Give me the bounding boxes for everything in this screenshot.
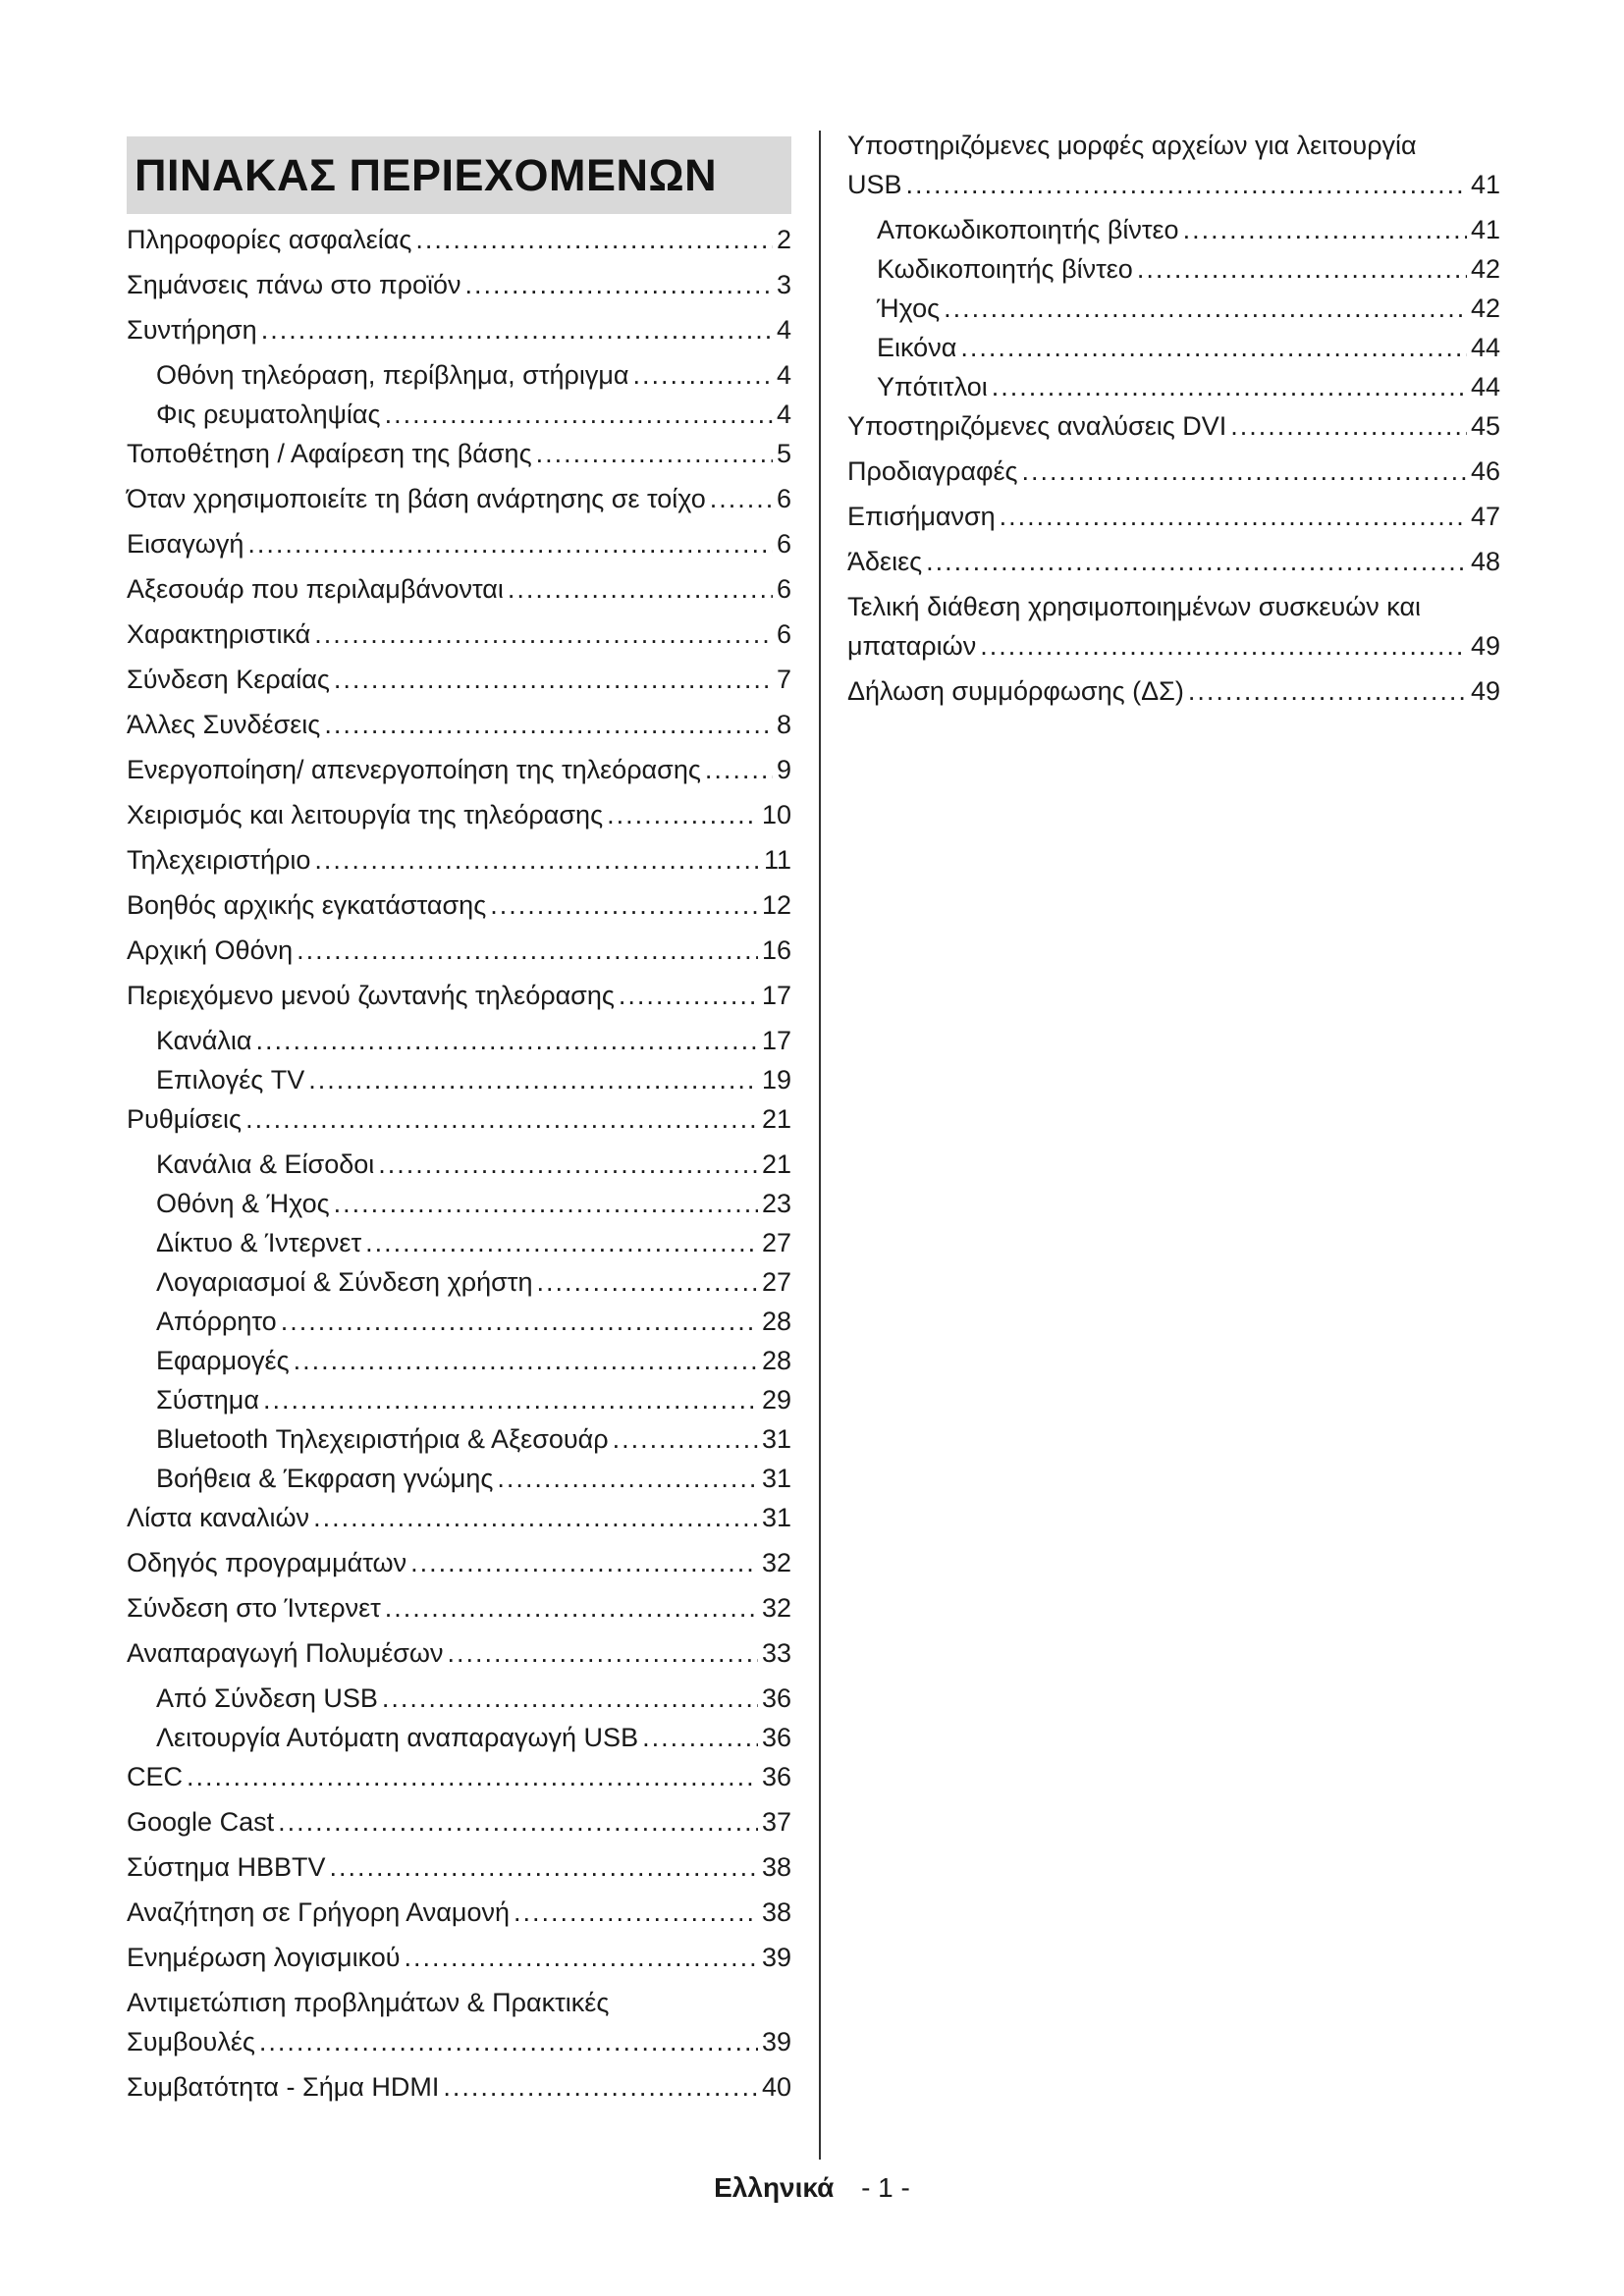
toc-entry-label: Συμβατότητα - Σήμα HDMI — [127, 2072, 440, 2102]
toc-entry-page: 17 — [761, 981, 791, 1010]
toc-entry-page: 41 — [1470, 215, 1500, 244]
dot-leader — [334, 660, 773, 699]
dot-leader — [281, 1302, 758, 1341]
toc-entry-page: 31 — [761, 1503, 791, 1532]
toc-entry-label-continued: USB — [847, 170, 902, 199]
dot-leader — [330, 1847, 758, 1887]
toc-entry[interactable] — [127, 1543, 791, 1588]
toc-entry-page: 8 — [776, 710, 791, 739]
dot-leader — [278, 1802, 758, 1842]
dot-leader — [1000, 497, 1467, 536]
toc-entry-label: Συντήρηση — [127, 315, 257, 345]
dot-leader — [245, 1099, 758, 1139]
toc-entry[interactable] — [127, 1983, 791, 2067]
dot-leader — [294, 1341, 758, 1380]
footer-page-number: - 1 - — [861, 2172, 910, 2203]
toc-entry-page: 46 — [1470, 456, 1500, 486]
toc-entry-label: Αναπαραγωγή Πολυμέσων — [127, 1638, 444, 1668]
toc-entry-page: 27 — [761, 1228, 791, 1257]
toc-entry[interactable] — [127, 220, 791, 265]
toc-entry-label: Απόρρητο — [156, 1307, 277, 1336]
toc-entry-page: 23 — [761, 1189, 791, 1218]
toc-entry[interactable] — [127, 1847, 791, 1893]
dot-leader — [1188, 671, 1467, 711]
toc-entry-page: 11 — [763, 845, 791, 875]
toc-entry[interactable] — [127, 1679, 791, 1718]
toc-entry-page: 37 — [761, 1807, 791, 1837]
toc-entry-page: 4 — [776, 315, 791, 345]
toc-entry-label-continued: μπαταριών — [847, 631, 977, 661]
toc-entry-page: 27 — [761, 1267, 791, 1297]
dot-leader — [1022, 452, 1467, 491]
toc-entry-label: Αντιμετώπιση προβλημάτων & Πρακτικές — [127, 1988, 610, 2017]
toc-entry[interactable] — [127, 1060, 791, 1099]
toc-entry-page: 6 — [776, 529, 791, 559]
toc-entry-page: 3 — [776, 270, 791, 299]
dot-leader — [1230, 406, 1467, 446]
toc-entry-page: 4 — [776, 360, 791, 390]
toc-entry[interactable] — [127, 614, 791, 660]
toc-entry-label: Βοήθεια & Έκφραση γνώμης — [156, 1464, 494, 1493]
toc-entry[interactable] — [127, 1302, 791, 1341]
dot-leader — [1183, 210, 1467, 249]
toc-entry[interactable] — [127, 1938, 791, 1983]
toc-entry-page: 5 — [776, 439, 791, 468]
dot-leader — [508, 569, 773, 609]
toc-entry[interactable] — [127, 1718, 791, 1757]
toc-entry-label: Δήλωση συμμόρφωσης (ΔΣ) — [847, 676, 1184, 706]
toc-entry-page: 36 — [761, 1723, 791, 1752]
toc-entry[interactable] — [847, 497, 1500, 542]
toc-entry-page: 12 — [761, 890, 791, 920]
toc-entry-page: 21 — [761, 1149, 791, 1179]
toc-entry[interactable] — [127, 434, 791, 479]
dot-leader — [980, 626, 1467, 666]
toc-entry-label: Οθόνη τηλεόραση, περίβλημα, στήριγμα — [156, 360, 629, 390]
dot-leader — [465, 265, 773, 304]
dot-leader — [613, 1419, 758, 1459]
toc-title: ΠΙΝΑΚΑΣ ΠΕΡΙΕΧΟΜΕΝΩΝ — [135, 149, 718, 200]
dot-leader — [642, 1718, 758, 1757]
toc-entry-label: Τηλεχειριστήριο — [127, 845, 311, 875]
dot-leader — [415, 220, 773, 259]
toc-entry[interactable] — [127, 1498, 791, 1543]
toc-entry-page: 39 — [761, 1943, 791, 1972]
dot-leader — [607, 795, 758, 834]
dot-leader — [992, 367, 1467, 406]
toc-entry[interactable] — [127, 2067, 791, 2112]
toc-entry-label: Αρχική Οθόνη — [127, 935, 294, 965]
toc-entry[interactable] — [127, 1262, 791, 1302]
toc-entry[interactable] — [847, 587, 1500, 671]
dot-leader — [710, 479, 773, 518]
toc-entry-page: 49 — [1470, 631, 1500, 661]
toc-entry[interactable] — [127, 310, 791, 355]
dot-leader — [314, 840, 760, 880]
toc-entry[interactable] — [127, 750, 791, 795]
toc-entry[interactable] — [847, 671, 1500, 717]
toc-entry[interactable] — [127, 479, 791, 524]
toc-entry-label: Σύνδεση Κεραίας — [127, 665, 330, 694]
toc-entry-label: Κωδικοποιητής βίντεο — [877, 254, 1133, 284]
dot-leader — [497, 1459, 758, 1498]
toc-entry-page: 41 — [1470, 170, 1500, 199]
toc-entry-page: 10 — [761, 800, 791, 829]
dot-leader — [378, 1145, 758, 1184]
toc-entry-label: Σύστημα HBBTV — [127, 1852, 326, 1882]
toc-entry-page: 9 — [776, 755, 791, 784]
toc-entry[interactable] — [127, 660, 791, 705]
toc-entry-page: 47 — [1470, 502, 1500, 531]
toc-entry-label: Από Σύνδεση USB — [156, 1683, 378, 1713]
toc-entry[interactable] — [127, 1893, 791, 1938]
toc-entry[interactable] — [127, 1099, 791, 1145]
toc-entry-page: 6 — [776, 574, 791, 604]
toc-entry-label: Επισήμανση — [847, 502, 996, 531]
toc-entry-label: Εφαρμογές — [156, 1346, 290, 1375]
toc-entry-page: 44 — [1470, 372, 1500, 401]
dot-leader — [313, 1498, 758, 1537]
toc-entry-label-continued: Συμβουλές — [127, 2027, 255, 2056]
dot-leader — [410, 1543, 758, 1582]
toc-entry-label: Ήχος — [877, 294, 941, 323]
toc-entry-label: Προδιαγραφές — [847, 456, 1018, 486]
dot-leader — [1137, 249, 1467, 289]
toc-entry[interactable] — [127, 1223, 791, 1262]
toc-entry[interactable] — [847, 289, 1500, 328]
dot-leader — [960, 328, 1467, 367]
toc-entry-page: 32 — [761, 1593, 791, 1623]
dot-leader — [536, 434, 773, 473]
toc-entry-label: Άδειες — [847, 547, 923, 576]
toc-entry[interactable] — [127, 885, 791, 931]
toc-entry-label: Εισαγωγή — [127, 529, 244, 559]
toc-entry-label: Βοηθός αρχικής εγκατάστασης — [127, 890, 487, 920]
toc-entry-label: Λίστα καναλιών — [127, 1503, 310, 1532]
toc-left-list — [127, 220, 791, 2112]
toc-entry[interactable] — [847, 210, 1500, 249]
toc-entry-label: Κανάλια & Είσοδοι — [156, 1149, 375, 1179]
toc-entry-page: 6 — [776, 619, 791, 649]
dot-leader — [334, 1184, 758, 1223]
toc-entry-label: Google Cast — [127, 1807, 275, 1837]
toc-entry-page: 17 — [761, 1026, 791, 1055]
toc-entry-label: Υπότιτλοι — [877, 372, 988, 401]
dot-leader — [633, 355, 773, 395]
toc-entry-label: Υποστηριζόμενες αναλύσεις DVI — [847, 411, 1227, 441]
toc-entry[interactable] — [127, 1341, 791, 1380]
toc-entry-page: 31 — [761, 1464, 791, 1493]
dot-leader — [314, 614, 773, 654]
dot-leader — [187, 1757, 758, 1796]
toc-entry[interactable] — [127, 795, 791, 840]
toc-entry-label: Χαρακτηριστικά — [127, 619, 311, 649]
toc-entry-label: Επιλογές TV — [156, 1065, 305, 1095]
toc-entry[interactable] — [847, 328, 1500, 367]
toc-entry-label: Αποκωδικοποιητής βίντεο — [877, 215, 1179, 244]
toc-entry-label: Ενεργοποίηση/ απενεργοποίηση της τηλεόρασης — [127, 755, 701, 784]
toc-entry-page: 7 — [776, 665, 791, 694]
toc-entry-page: 32 — [761, 1548, 791, 1577]
toc-entry[interactable] — [127, 524, 791, 569]
toc-entry-page: 49 — [1470, 676, 1500, 706]
toc-entry-page: 36 — [761, 1683, 791, 1713]
toc-entry-page: 48 — [1470, 547, 1500, 576]
dot-leader — [263, 1380, 758, 1419]
toc-entry[interactable] — [127, 840, 791, 885]
toc-left-column — [127, 128, 791, 2112]
toc-entry[interactable] — [127, 1588, 791, 1633]
toc-entry-page: 28 — [761, 1346, 791, 1375]
toc-entry-page: 16 — [761, 935, 791, 965]
toc-entry-page: 38 — [761, 1852, 791, 1882]
toc-entry-page: 42 — [1470, 294, 1500, 323]
toc-entry-label: Οθόνη & Ήχος — [156, 1189, 330, 1218]
toc-entry-page: 4 — [776, 400, 791, 429]
dot-leader — [443, 2067, 758, 2107]
toc-entry-label: Όταν χρησιμοποιείτε τη βάση ανάρτησης σε τοίχο — [127, 484, 706, 513]
dot-leader — [308, 1060, 758, 1099]
toc-entry-label: Φις ρευματοληψίας — [156, 400, 381, 429]
toc-entry-label: Δίκτυο & Ίντερνετ — [156, 1228, 362, 1257]
toc-entry-page: 38 — [761, 1897, 791, 1927]
toc-entry-label: Πληροφορίες ασφαλείας — [127, 225, 412, 254]
toc-entry-page: 31 — [761, 1424, 791, 1454]
toc-entry-label: Λογαριασμοί & Σύνδεση χρήστη — [156, 1267, 533, 1297]
toc-entry[interactable] — [127, 1459, 791, 1498]
toc-entry-label: Λειτουργία Αυτόματη αναπαραγωγή USB — [156, 1723, 639, 1752]
toc-entry[interactable] — [847, 367, 1500, 406]
toc-entry-label: Σύνδεση στο Ίντερνετ — [127, 1593, 381, 1623]
toc-entry[interactable] — [127, 1419, 791, 1459]
dot-leader — [385, 1588, 758, 1628]
toc-right-column — [847, 126, 1500, 717]
toc-entry-label: Κανάλια — [156, 1026, 252, 1055]
toc-entry-label: Αξεσουάρ που περιλαμβάνονται — [127, 574, 504, 604]
dot-leader — [259, 2022, 758, 2061]
dot-leader — [297, 931, 758, 970]
toc-entry-label: Αναζήτηση σε Γρήγορη Αναμονή — [127, 1897, 510, 1927]
dot-leader — [490, 885, 758, 925]
toc-entry-label: Υποστηριζόμενες μορφές αρχείων για λειτουργία — [847, 131, 1417, 160]
dot-leader — [382, 1679, 758, 1718]
toc-entry-label: Οδηγός προγραμμάτων — [127, 1548, 407, 1577]
toc-entry[interactable] — [847, 452, 1500, 497]
toc-entry[interactable] — [127, 265, 791, 310]
footer-language: Ελληνικά — [714, 2172, 835, 2203]
dot-leader — [385, 395, 773, 434]
toc-entry-page: 39 — [761, 2027, 791, 2056]
toc-entry[interactable] — [847, 542, 1500, 587]
toc-entry[interactable] — [127, 1145, 791, 1184]
dot-leader — [261, 310, 773, 349]
dot-leader — [448, 1633, 758, 1673]
dot-leader — [324, 705, 773, 744]
toc-entry-page: 6 — [776, 484, 791, 513]
toc-entry-page: 21 — [761, 1104, 791, 1134]
toc-entry-label: Σημάνσεις πάνω στο προϊόν — [127, 270, 461, 299]
toc-entry[interactable] — [127, 1184, 791, 1223]
dot-leader — [705, 750, 773, 789]
toc-entry[interactable] — [127, 1380, 791, 1419]
dot-leader — [514, 1893, 758, 1932]
toc-entry-page: 28 — [761, 1307, 791, 1336]
dot-leader — [926, 542, 1467, 581]
toc-entry-label: Τοποθέτηση / Αφαίρεση της βάσης — [127, 439, 532, 468]
toc-entry-page: 40 — [761, 2072, 791, 2102]
dot-leader — [906, 165, 1467, 204]
column-divider — [819, 131, 821, 2160]
toc-entry[interactable] — [127, 395, 791, 434]
toc-title-bar — [127, 136, 791, 214]
toc-entry-page: 33 — [761, 1638, 791, 1668]
toc-entry-page: 45 — [1470, 411, 1500, 441]
toc-entry-label: Άλλες Συνδέσεις — [127, 710, 321, 739]
toc-entry-label: Τελική διάθεση χρησιμοποιημένων συσκευών και — [847, 592, 1422, 621]
toc-entry[interactable] — [847, 249, 1500, 289]
toc-right-list — [847, 126, 1500, 717]
toc-entry[interactable] — [127, 1802, 791, 1847]
toc-entry-page: 36 — [761, 1762, 791, 1791]
dot-leader — [256, 1021, 758, 1060]
toc-entry-label: Ενημέρωση λογισμικού — [127, 1943, 401, 1972]
toc-entry[interactable] — [127, 976, 791, 1021]
toc-entry[interactable] — [127, 1757, 791, 1802]
dot-leader — [247, 524, 773, 563]
toc-entry-page: 29 — [761, 1385, 791, 1415]
toc-entry[interactable] — [127, 355, 791, 395]
toc-entry[interactable] — [847, 126, 1500, 210]
toc-entry-label: Χειρισμός και λειτουργία της τηλεόρασης — [127, 800, 604, 829]
toc-entry[interactable] — [847, 406, 1500, 452]
toc-entry[interactable] — [127, 931, 791, 976]
toc-entry[interactable] — [127, 705, 791, 750]
dot-leader — [619, 976, 758, 1015]
dot-leader — [365, 1223, 758, 1262]
toc-entry-label: Σύστημα — [156, 1385, 259, 1415]
toc-entry-label: Bluetooth Τηλεχειριστήρια & Αξεσουάρ — [156, 1424, 609, 1454]
toc-entry[interactable] — [127, 1021, 791, 1060]
dot-leader — [536, 1262, 757, 1302]
toc-entry-label: Περιεχόμενο μενού ζωντανής τηλεόρασης — [127, 981, 615, 1010]
toc-entry-page: 44 — [1470, 333, 1500, 362]
toc-entry[interactable] — [127, 569, 791, 614]
dot-leader — [944, 289, 1467, 328]
toc-entry-label: CEC — [127, 1762, 184, 1791]
toc-entry[interactable] — [127, 1633, 791, 1679]
toc-entry-page: 19 — [761, 1065, 791, 1095]
toc-entry-label: Εικόνα — [877, 333, 957, 362]
toc-entry-page: 2 — [776, 225, 791, 254]
toc-entry-label: Ρυθμίσεις — [127, 1104, 243, 1134]
dot-leader — [405, 1938, 758, 1977]
page-footer — [0, 2172, 1624, 2204]
toc-entry-page: 42 — [1470, 254, 1500, 284]
